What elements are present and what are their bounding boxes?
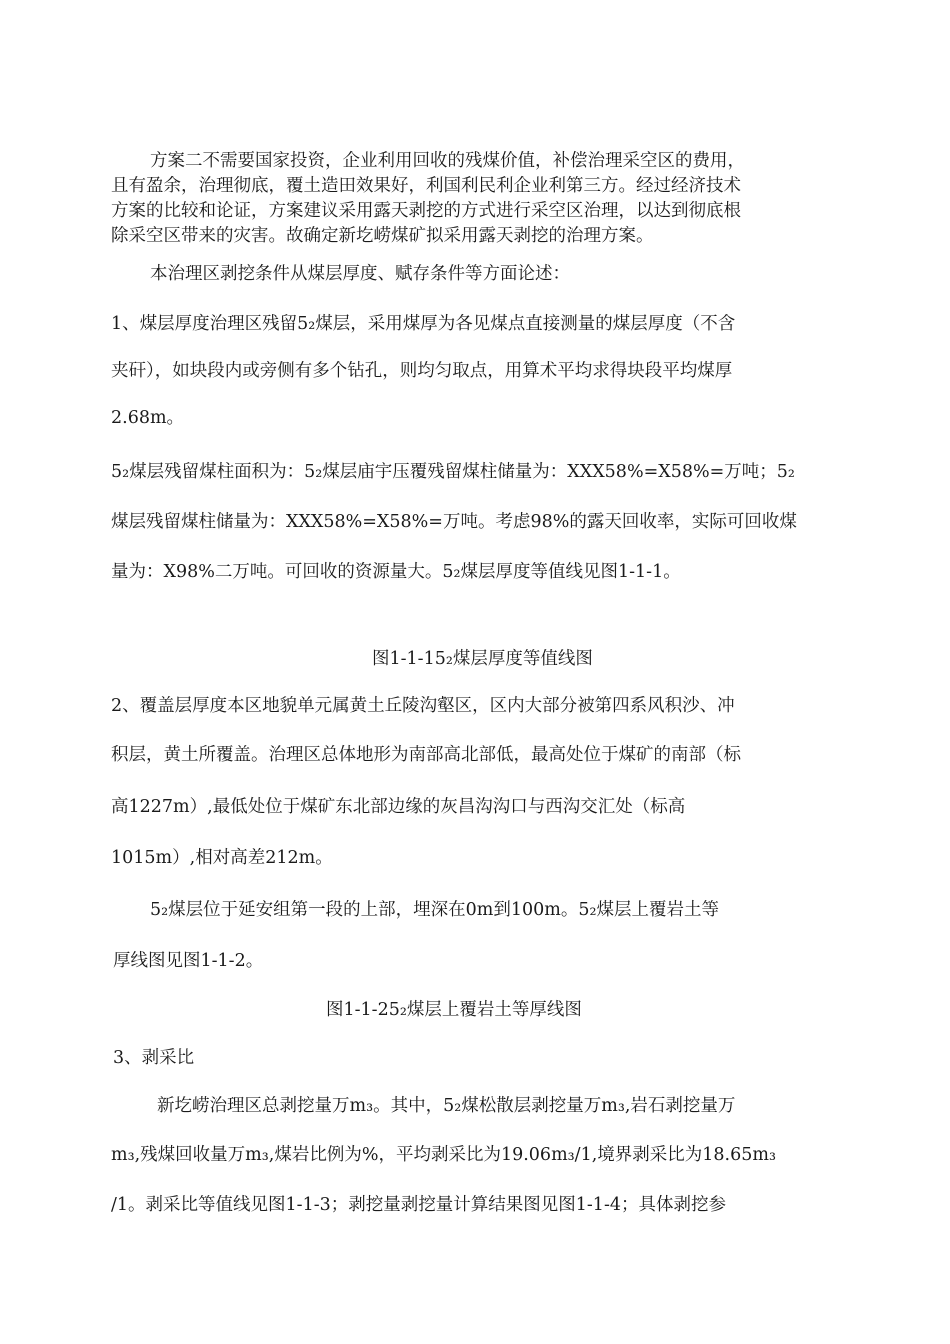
section-1-line-2: 夹矸），如块段内或旁侧有多个钻孔，则均匀取点，用算术平均求得块段平均煤厚 — [111, 361, 733, 381]
reserves-line-1: 5₂煤层残留煤柱面积为：5₂煤层庙宇压覆残留煤柱储量为：XXX58%=X58%=万吨；5₂ — [111, 462, 795, 482]
burial-line-1: 5₂煤层位于延安组第一段的上部，埋深在0m到100m。5₂煤层上覆岩土等 — [150, 900, 720, 920]
paragraph-2: 本治理区剥挖条件从煤层厚度、赋存条件等方面论述： — [150, 264, 570, 284]
paragraph-1-line-2: 且有盈余，治理彻底，覆土造田效果好，利国利民利企业利第三方。经过经济技术 — [111, 176, 741, 196]
paragraph-1-line-4: 除采空区带来的灾害。故确定新圪崂煤矿拟采用露天剥挖的治理方案。 — [111, 226, 654, 246]
section-2-line-2: 积层，黄土所覆盖。治理区总体地形为南部高北部低，最高处位于煤矿的南部（标 — [111, 745, 741, 765]
figure-caption-1: 图1-1-15₂煤层厚度等值线图 — [372, 649, 593, 669]
section-2-line-4: 1015m）,相对高差212m。 — [111, 848, 333, 868]
reserves-line-3: 量为：X98%二万吨。可回收的资源量大。5₂煤层厚度等值线见图1-1-1。 — [111, 562, 681, 582]
section-1-line-1: 1、煤层厚度治理区残留5₂煤层，采用煤厚为各见煤点直接测量的煤层厚度（不含 — [111, 314, 736, 334]
burial-line-2: 厚线图见图1-1-2。 — [113, 951, 264, 971]
section-3-heading: 3、剥采比 — [113, 1048, 195, 1068]
section-2-line-1: 2、覆盖层厚度本区地貌单元属黄土丘陵沟壑区，区内大部分被第四系风积沙、冲 — [111, 696, 735, 716]
section-3-line-3: /1。剥采比等值线见图1-1-3；剥挖量剥挖量计算结果图见图1-1-4；具体剥挖参 — [111, 1195, 726, 1215]
section-1-line-3: 2.68m。 — [111, 408, 185, 428]
section-3-line-1: 新圪崂治理区总剥挖量万m₃。其中，5₂煤松散层剥挖量万m₃,岩石剥挖量万 — [157, 1096, 736, 1116]
paragraph-1-line-3: 方案的比较和论证，方案建议采用露天剥挖的方式进行采空区治理，以达到彻底根 — [111, 201, 741, 221]
reserves-line-2: 煤层残留煤柱储量为：XXX58%=X58%=万吨。考虑98%的露天回收率，实际可回收煤 — [111, 512, 797, 532]
section-2-line-3: 高1227m）,最低处位于煤矿东北部边缘的灰昌沟沟口与西沟交汇处（标高 — [111, 797, 686, 817]
section-3-line-2: m₃,残煤回收量万m₃,煤岩比例为%，平均剥采比为19.06m₃/1,境界剥采比为18.65m₃ — [111, 1145, 776, 1165]
figure-caption-2: 图1-1-25₂煤层上覆岩土等厚线图 — [326, 1000, 582, 1020]
paragraph-1-line-1: 方案二不需要国家投资，企业利用回收的残煤价值，补偿治理采空区的费用， — [150, 151, 745, 171]
